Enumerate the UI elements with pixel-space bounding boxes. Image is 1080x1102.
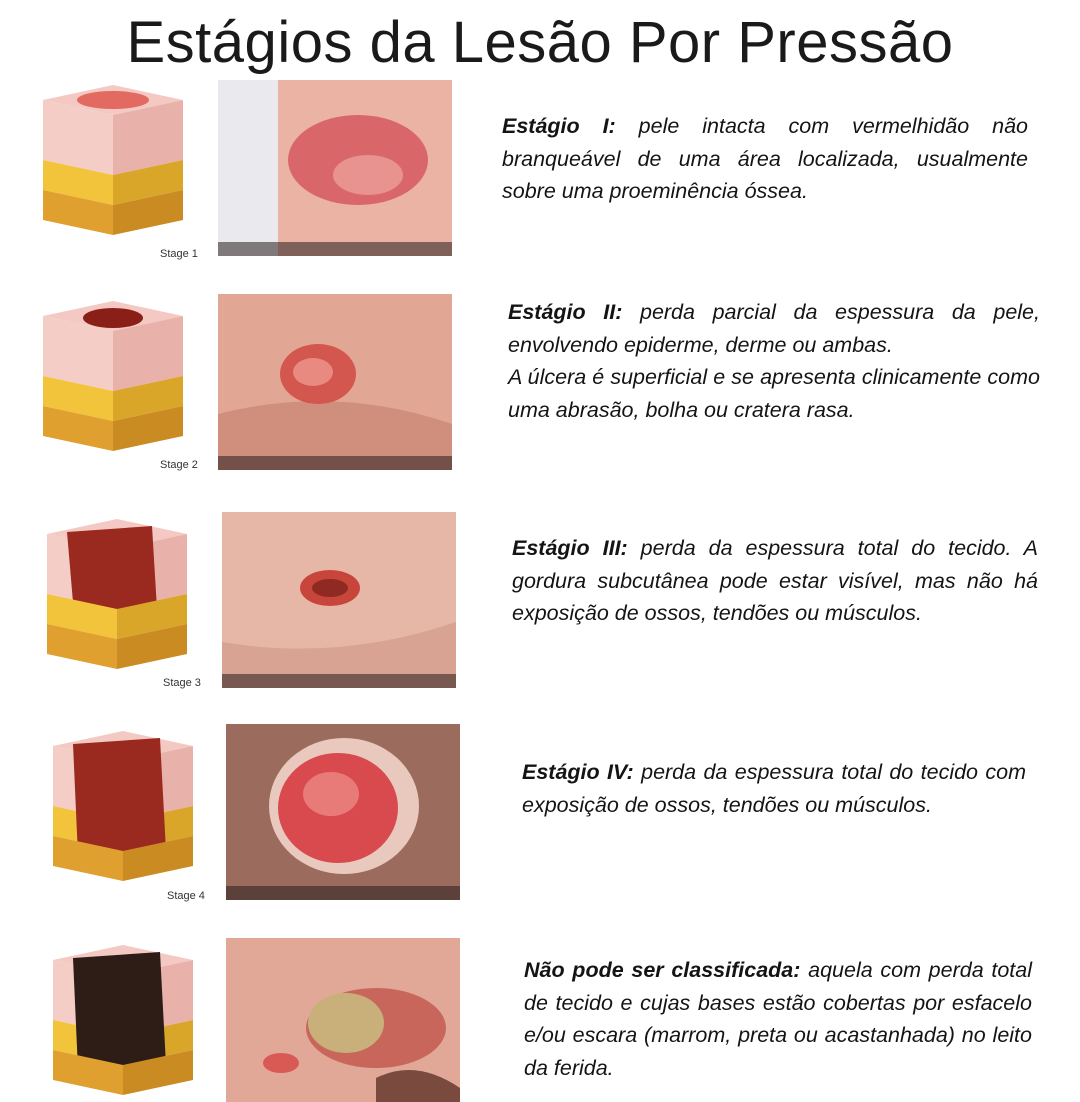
stage-4-photo	[226, 724, 460, 900]
stage-1-text: pele intacta com vermelhidão não branqueável de uma área localizada, usualmente sobre uma proeminência óssea.	[502, 114, 1028, 203]
stage-1-diagram	[38, 80, 188, 240]
unclassifiable-text: aquela com perda total de tecido e cujas bases estão cobertas por esfacelo e/ou escara (marrom, preta ou acastanhada) no leito da ferida.	[524, 958, 1032, 1080]
stage-1	[0, 80, 1080, 270]
stage-2-heading: Estágio II:	[508, 300, 623, 324]
stage-4-label: Stage 4	[167, 890, 205, 902]
stage-1-description	[502, 110, 1028, 208]
unclassifiable-diagram	[48, 940, 198, 1100]
stage-2-photo-caption	[218, 456, 452, 470]
stage-4-photo-caption	[226, 886, 460, 900]
stage-4-text: perda da espessura total do tecido com exposição de ossos, tendões ou músculos.	[522, 760, 1027, 817]
unclassifiable-description	[524, 954, 1032, 1084]
stage-3-photo-caption	[222, 674, 456, 688]
stage-4-description	[522, 756, 1026, 821]
stage-3-heading: Estágio III:	[512, 536, 628, 560]
stage-2-text-2: A úlcera é superficial e se apresenta clinicamente como uma abrasão, bolha ou cratera rasa.	[508, 365, 1040, 422]
stage-4-diagram	[48, 726, 198, 886]
page-title: Estágios da Lesão Por Pressão	[126, 10, 954, 75]
stage-2-description	[508, 296, 1040, 426]
stage-1-photo-caption	[218, 242, 452, 256]
stage-3	[0, 510, 1080, 700]
stage-4-heading: Estágio IV:	[522, 760, 634, 784]
unclassifiable-heading: Não pode ser classificada:	[524, 958, 801, 982]
stage-3-description	[512, 532, 1038, 630]
stage-1-label: Stage 1	[160, 248, 198, 260]
stage-2-diagram	[38, 296, 188, 456]
unclassifiable-photo	[226, 938, 460, 1102]
stage-3-diagram	[42, 514, 192, 674]
stage-2-photo	[218, 294, 452, 470]
stage-2	[0, 292, 1080, 482]
stage-4	[0, 722, 1080, 912]
stage-2-text: perda parcial da espessura da pele, envolvendo epiderme, derme ou ambas.	[508, 300, 1040, 357]
stage-3-label: Stage 3	[163, 677, 201, 689]
stage-unclassifiable	[0, 936, 1080, 1102]
stage-1-heading: Estágio I:	[502, 114, 616, 138]
stage-1-photo	[218, 80, 452, 256]
stage-2-label: Stage 2	[160, 459, 198, 471]
stage-3-text: perda da espessura total do tecido. A gordura subcutânea pode estar visível, mas não há exposição de ossos, tendões ou músculos.	[512, 536, 1038, 625]
stage-3-photo	[222, 512, 456, 688]
